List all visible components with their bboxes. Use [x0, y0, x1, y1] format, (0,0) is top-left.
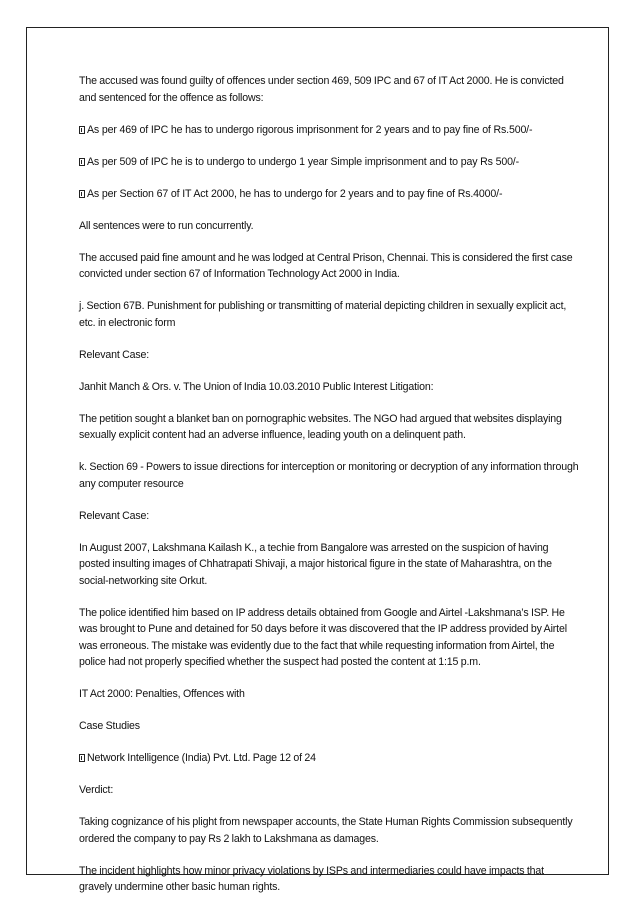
case-citation: Janhit Manch & Ors. v. The Union of India 10.03.2010 Public Interest Litigation:: [79, 380, 434, 393]
paragraph-petition: The petition sought a blanket ban on pornographic websites. The NGO had argued that websites displaying sexually explicit content had an adverse influence, leading youth on a delinquent path.: [79, 412, 562, 441]
relevant-case-label: Relevant Case:: [79, 509, 150, 522]
paragraph-conclusion: The incident highlights how minor privacy violations by ISPs and intermediaries could have impacts that gravely undermine other basic human rights.: [79, 864, 544, 893]
running-header: IT Act 2000: Penalties, Offences with: [79, 688, 245, 700]
footer-text: Network Intelligence (India) Pvt. Ltd. Page 12 of 24: [87, 752, 316, 764]
paragraph-fine-paid: The accused paid fine amount and he was lodged at Central Prison, Chennai. This is considered the first case convicted under section 67 of Information Technology Act 2000 in India.: [79, 251, 573, 280]
page-footer: [79, 750, 579, 767]
paragraph-arrest: In August 2007, Lakshmana Kailash K., a techie from Bangalore was arrested on the suspicion of having posted insulting images of Chhatrapati Shivaji, a major historical figure in the state of Maharashtra, on the social-networking site Orkut.: [79, 541, 552, 587]
paragraph-concurrent: All sentences were to run concurrently.: [79, 219, 254, 232]
missing-glyph-icon: [79, 158, 85, 166]
bullet-text: As per Section 67 of IT Act 2000, he has to undergo for 2 years and to pay fine of Rs.4000/-: [87, 187, 503, 200]
paragraph-conviction: The accused was found guilty of offences under section 469, 509 IPC and 67 of IT Act 2000. He is convicted and sentenced for the offence as follows:: [79, 75, 564, 104]
section-heading-67b: j. Section 67B. Punishment for publishing or transmitting of material depicting children in sexually explicit act, etc. in electronic form: [79, 300, 567, 329]
verdict-label: Verdict:: [79, 784, 114, 796]
missing-glyph-icon: [79, 190, 85, 198]
paragraph-damages: Taking cognizance of his plight from newspaper accounts, the State Human Rights Commission subsequently ordered the company to pay Rs 2 lakh to Lakshmana as damages.: [79, 816, 573, 845]
bullet-item: [79, 122, 579, 139]
missing-glyph-icon: [79, 126, 85, 134]
bullet-item: [79, 154, 579, 171]
bullet-item: [79, 186, 579, 203]
relevant-case-label: Relevant Case:: [79, 348, 150, 361]
document-body: [79, 73, 579, 911]
missing-glyph-icon: [79, 754, 85, 762]
bullet-text: As per 469 of IPC he has to undergo rigorous imprisonment for 2 years and to pay fine of Rs.500/-: [87, 123, 533, 136]
section-heading-69: k. Section 69 - Powers to issue directions for interception or monitoring or decryption of any information through any computer resource: [79, 461, 579, 490]
running-subheader: Case Studies: [79, 720, 140, 732]
bullet-text: As per 509 of IPC he is to undergo to undergo 1 year Simple imprisonment and to pay Rs 500/-: [87, 155, 519, 168]
paragraph-police: The police identified him based on IP address details obtained from Google and Airtel -Lakshmana’s ISP. He was brought to Pune and detained for 50 days before it was discovered that the IP address provided by Airtel was erroneous. The mistake was evidently due to the fact that while requesting information from Airtel, the police had not properly specified whether the suspect had posted the content at 1:15 p.m.: [79, 606, 567, 668]
